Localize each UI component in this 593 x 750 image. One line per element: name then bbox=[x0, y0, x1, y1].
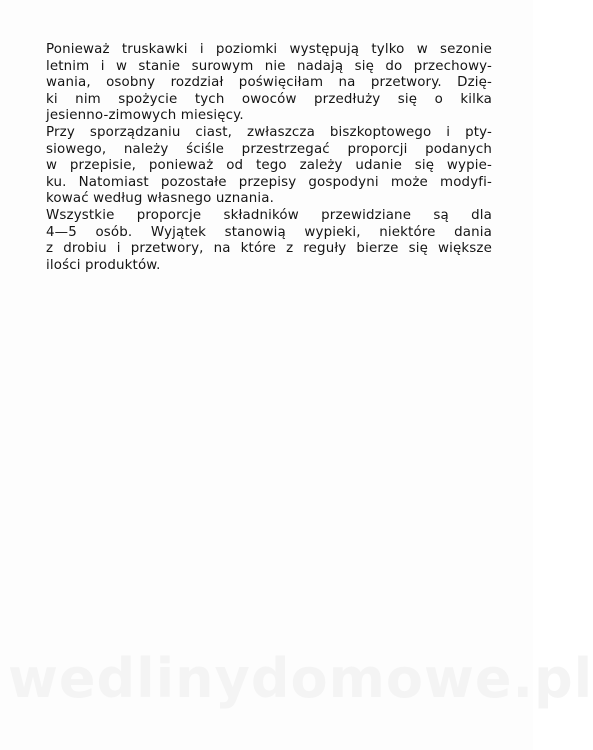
watermark: wedlinydomowe.pl bbox=[8, 647, 593, 710]
text-line: w przepisie, ponieważ od tego zależy udanie się wypie- bbox=[46, 158, 492, 174]
text-line: Wszystkie proporcje składników przewidziane są dla bbox=[46, 207, 492, 223]
text-line: kować według własnego uznania. bbox=[46, 191, 274, 207]
text-line: ilości produktów. bbox=[46, 257, 161, 273]
text-line: siowego, należy ściśle przestrzegać proporcji podanych bbox=[46, 141, 492, 157]
text-line: jesienno-zimowych miesięcy. bbox=[46, 108, 244, 124]
text-line: 4—5 osób. Wyjątek stanowią wypieki, niektóre dania bbox=[46, 224, 492, 240]
text-line: Ponieważ truskawki i poziomki występują tylko w sezonie bbox=[46, 42, 492, 57]
text-line: Przy sporządzaniu ciast, zwłaszcza biszkoptowego i pty- bbox=[46, 124, 492, 140]
text-line: wania, osobny rozdział poświęciłam na przetwory. Dzię- bbox=[46, 75, 492, 91]
text-line: ku. Natomiast pozostałe przepisy gospodyni może modyfi- bbox=[46, 174, 492, 190]
text-line: ki nim spożycie tych owoców przedłuży się o kilka bbox=[46, 91, 492, 107]
text-line: z drobiu i przetwory, na które z reguły bierze się większe bbox=[46, 241, 492, 257]
body-text bbox=[46, 42, 492, 274]
text-line: letnim i w stanie surowym nie nadają się do przechowy- bbox=[46, 58, 492, 74]
